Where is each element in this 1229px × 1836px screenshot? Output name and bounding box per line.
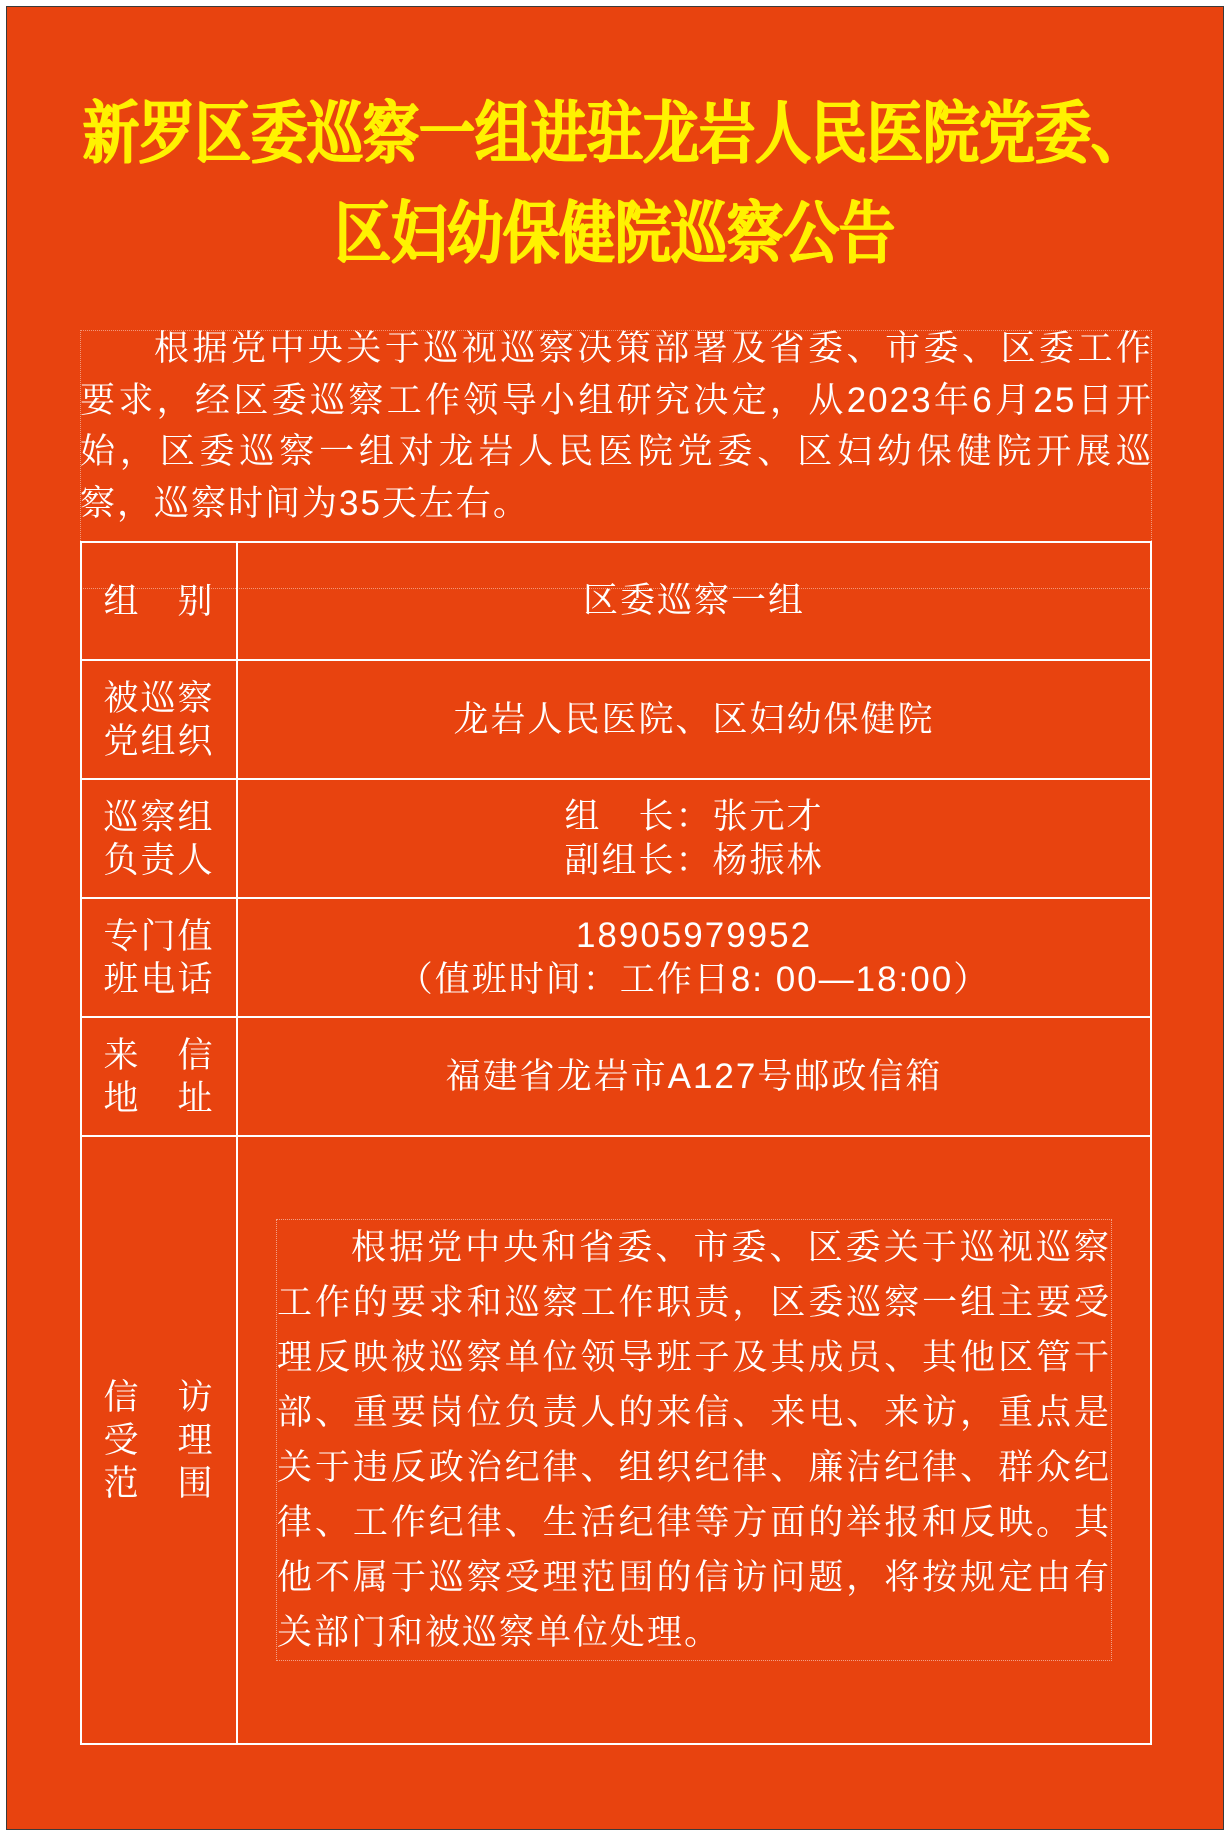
intro-line: 根据党中央关于巡视巡察决策部署及省委、市委、区委工作 bbox=[154, 329, 1153, 368]
table-row-hotline bbox=[81, 898, 1151, 1017]
scope-line: 理反映被巡察单位领导班子及其成员、其他区管干 bbox=[277, 1338, 1111, 1377]
value-cell-scope bbox=[237, 1136, 1151, 1744]
label-cell-inspected-org bbox=[81, 660, 237, 779]
scope-line: 关于违反政治纪律、组织纪律、廉洁纪律、群众纪 bbox=[277, 1448, 1111, 1487]
table-row-scope bbox=[81, 1136, 1151, 1744]
label-cell-hotline bbox=[81, 898, 237, 1017]
value-cell-inspected-org bbox=[237, 660, 1151, 779]
label-cell-scope bbox=[81, 1136, 237, 1744]
phone-number: 18905979952 bbox=[575, 915, 813, 955]
intro-paragraph bbox=[80, 323, 1153, 529]
intro-line: 始，区委巡察一组对龙岩人民医院党委、区妇幼保健院开展巡 bbox=[80, 432, 1153, 471]
value-cell-leaders bbox=[237, 779, 1151, 898]
label-text: 受 理 bbox=[103, 1420, 215, 1460]
label-text: 巡察组 bbox=[103, 797, 215, 837]
duty-hours: （值班时间：工作日8: 00—18:00） bbox=[397, 959, 991, 999]
label-text: 来 信 bbox=[103, 1035, 215, 1075]
label-text: 地 址 bbox=[103, 1078, 215, 1118]
label-text: 信 访 bbox=[103, 1377, 215, 1417]
intro-line: 要求，经区委巡察工作领导小组研究决定，从2023年6月25日开 bbox=[80, 380, 1153, 420]
label-text: 负责人 bbox=[103, 840, 215, 880]
title-line-1 bbox=[7, 94, 1223, 175]
intro-line: 察，巡察时间为35天左右。 bbox=[80, 483, 530, 523]
info-table bbox=[80, 541, 1152, 1745]
table-row-leaders bbox=[81, 779, 1151, 898]
label-cell-leaders bbox=[81, 779, 237, 898]
label-text: 范 围 bbox=[103, 1463, 215, 1503]
leader-text: 组 长：张元才 bbox=[564, 796, 824, 836]
scope-paragraph bbox=[277, 1220, 1111, 1660]
notice-poster bbox=[6, 6, 1224, 1830]
value-cell-hotline bbox=[237, 898, 1151, 1017]
label-text: 党组织 bbox=[103, 721, 215, 761]
table-row-group bbox=[81, 542, 1151, 660]
label-cell-group bbox=[81, 542, 237, 660]
table-row-mail-address bbox=[81, 1017, 1151, 1136]
scope-line: 部、重要岗位负责人的来信、来电、来访，重点是 bbox=[277, 1393, 1111, 1432]
label-text: 组 别 bbox=[103, 581, 215, 621]
table-row-inspected-org bbox=[81, 660, 1151, 779]
value-text: 区委巡察一组 bbox=[582, 581, 805, 620]
value-cell-group bbox=[237, 542, 1151, 660]
label-text: 班电话 bbox=[103, 959, 215, 999]
value-text: 龙岩人民医院、区妇幼保健院 bbox=[453, 699, 935, 739]
label-text: 专门值 bbox=[103, 916, 215, 956]
scope-line: 律、工作纪律、生活纪律等方面的举报和反映。其 bbox=[277, 1503, 1111, 1542]
leader-list bbox=[564, 795, 823, 883]
scope-line: 关部门和被巡察单位处理。 bbox=[277, 1613, 722, 1652]
mail-address-text: 福建省龙岩市A127号邮政信箱 bbox=[445, 1056, 943, 1096]
title-line-2 bbox=[7, 194, 1223, 275]
title-text-1: 新罗区委巡察一组进驻龙岩人民医院党委、 bbox=[83, 94, 1147, 175]
value-cell-mail-address bbox=[237, 1017, 1151, 1136]
scope-line: 工作的要求和巡察工作职责，区委巡察一组主要受 bbox=[277, 1283, 1111, 1322]
scope-line: 根据党中央和省委、市委、区委关于巡视巡察 bbox=[351, 1228, 1111, 1267]
scope-line: 他不属于巡察受理范围的信访问题，将按规定由有 bbox=[277, 1558, 1111, 1597]
label-text: 被巡察 bbox=[103, 678, 215, 718]
deputy-leader-text: 副组长：杨振林 bbox=[564, 840, 824, 880]
title-text-2: 区妇幼保健院巡察公告 bbox=[335, 194, 895, 275]
label-cell-mail-address bbox=[81, 1017, 237, 1136]
